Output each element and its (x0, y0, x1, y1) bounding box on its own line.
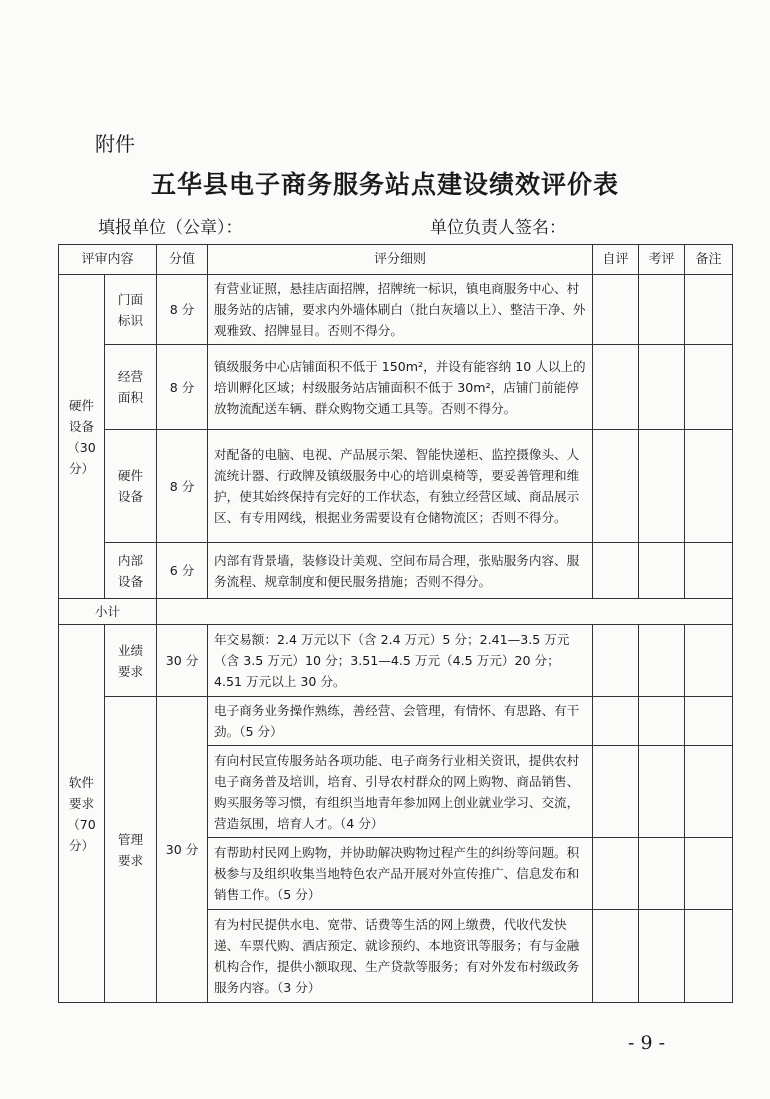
score-cell: 30 分 (157, 697, 208, 1003)
note-cell[interactable] (685, 345, 733, 430)
table-row (59, 345, 733, 430)
header-content: 评审内容 (59, 245, 157, 275)
self-eval-cell[interactable] (593, 543, 639, 599)
review-cell[interactable] (639, 275, 685, 345)
note-cell[interactable] (685, 697, 733, 746)
note-cell[interactable] (685, 746, 733, 838)
self-eval-cell[interactable] (593, 625, 639, 697)
fill-unit-label: 填报单位（公章）： (98, 218, 243, 238)
review-cell[interactable] (639, 910, 685, 1003)
table-row (59, 275, 733, 345)
header-detail: 评分细则 (208, 245, 593, 275)
subcategory-cell: 业绩 要求 (105, 625, 157, 697)
subcategory-cell: 内部 设备 (105, 543, 157, 599)
note-cell[interactable] (685, 625, 733, 697)
detail-cell: 年交易额：2.4 万元以下（含 2.4 万元）5 分；2.41—3.5 万元（含 3.5 万元）10 分；3.51—4.5 万元（4.5 万元）20 分；4.51 万元以上 30 分。 (208, 625, 593, 697)
table-row (59, 625, 733, 697)
score-cell: 6 分 (157, 543, 208, 599)
subtotal-value-cell[interactable] (157, 599, 733, 625)
review-cell[interactable] (639, 838, 685, 910)
self-eval-cell[interactable] (593, 746, 639, 838)
detail-cell: 有营业证照，悬挂店面招牌，招牌统一标识，镇电商服务中心、村服务站的店铺，要求内外墙体刷白（批白灰墙以上）、整洁干净、外观雅致、招牌显目。否则不得分。 (208, 275, 593, 345)
self-eval-cell[interactable] (593, 430, 639, 543)
review-cell[interactable] (639, 345, 685, 430)
table-row (59, 430, 733, 543)
subtotal-label: 小计 (59, 599, 157, 625)
table-header-row (59, 245, 733, 275)
note-cell[interactable] (685, 275, 733, 345)
review-cell[interactable] (639, 543, 685, 599)
subtotal-row (59, 599, 733, 625)
detail-cell: 有帮助村民网上购物，并协助解决购物过程产生的纠纷等问题。积极参与及组织收集当地特色农产品开展对外宣传推广、信息发布和销售工作。（5 分） (208, 838, 593, 910)
header-self: 自评 (593, 245, 639, 275)
score-cell: 30 分 (157, 625, 208, 697)
subcategory-cell: 管理 要求 (105, 697, 157, 1003)
note-cell[interactable] (685, 430, 733, 543)
detail-cell: 有向村民宣传服务站各项功能、电子商务行业相关资讯，提供农村电子商务普及培训，培育、引导农村群众的网上购物、商品销售、购买服务等习惯，有组织当地青年参加网上创业就业学习、交流，营造氛围，培育人才。（4 分） (208, 746, 593, 838)
detail-cell: 内部有背景墙，装修设计美观、空间布局合理，张贴服务内容、服务流程、规章制度和便民服务措施；否则不得分。 (208, 543, 593, 599)
evaluation-table (58, 244, 733, 1003)
subcategory-cell: 门面 标识 (105, 275, 157, 345)
attachment-label: 附件 (95, 132, 135, 156)
header-review: 考评 (639, 245, 685, 275)
table-row (59, 543, 733, 599)
score-cell: 8 分 (157, 430, 208, 543)
review-cell[interactable] (639, 697, 685, 746)
note-cell[interactable] (685, 910, 733, 1003)
subcategory-cell: 经营 面积 (105, 345, 157, 430)
header-note: 备注 (685, 245, 733, 275)
category-software: 软件 要求 （70 分） (59, 625, 105, 1003)
category-hardware: 硬件 设备 （30 分） (59, 275, 105, 599)
signature-label: 单位负责人签名： (430, 218, 566, 238)
detail-cell: 电子商务业务操作熟练，善经营、会管理，有情怀、有思路、有干劲。（5 分） (208, 697, 593, 746)
self-eval-cell[interactable] (593, 838, 639, 910)
detail-cell: 对配备的电脑、电视、产品展示架、智能快递柜、监控摄像头、人流统计器、行政牌及镇级服务中心的培训桌椅等，要妥善管理和维护，使其始终保持有完好的工作状态，有独立经营区域、商品展示区、有专用网线，根据业务需要设有仓储物流区；否则不得分。 (208, 430, 593, 543)
score-cell: 8 分 (157, 275, 208, 345)
subcategory-cell: 硬件 设备 (105, 430, 157, 543)
detail-cell: 镇级服务中心店铺面积不低于 150m²，并设有能容纳 10 人以上的培训孵化区域；村级服务站店铺面积不低于 30m²，店铺门前能停放物流配送车辆、群众购物交通工具等。否则不得分。 (208, 345, 593, 430)
page-number: - 9 - (628, 1032, 666, 1054)
note-cell[interactable] (685, 543, 733, 599)
score-cell: 8 分 (157, 345, 208, 430)
table-row (59, 697, 733, 746)
self-eval-cell[interactable] (593, 697, 639, 746)
review-cell[interactable] (639, 430, 685, 543)
document-title: 五华县电子商务服务站点建设绩效评价表 (150, 170, 619, 199)
self-eval-cell[interactable] (593, 275, 639, 345)
self-eval-cell[interactable] (593, 910, 639, 1003)
review-cell[interactable] (639, 625, 685, 697)
self-eval-cell[interactable] (593, 345, 639, 430)
header-score: 分值 (157, 245, 208, 275)
detail-cell: 有为村民提供水电、宽带、话费等生活的网上缴费，代收代发快递、车票代购、酒店预定、就诊预约、本地资讯等服务；有与金融机构合作，提供小额取现、生产贷款等服务；有对外发布村级政务服务内容。（3 分） (208, 910, 593, 1003)
review-cell[interactable] (639, 746, 685, 838)
note-cell[interactable] (685, 838, 733, 910)
